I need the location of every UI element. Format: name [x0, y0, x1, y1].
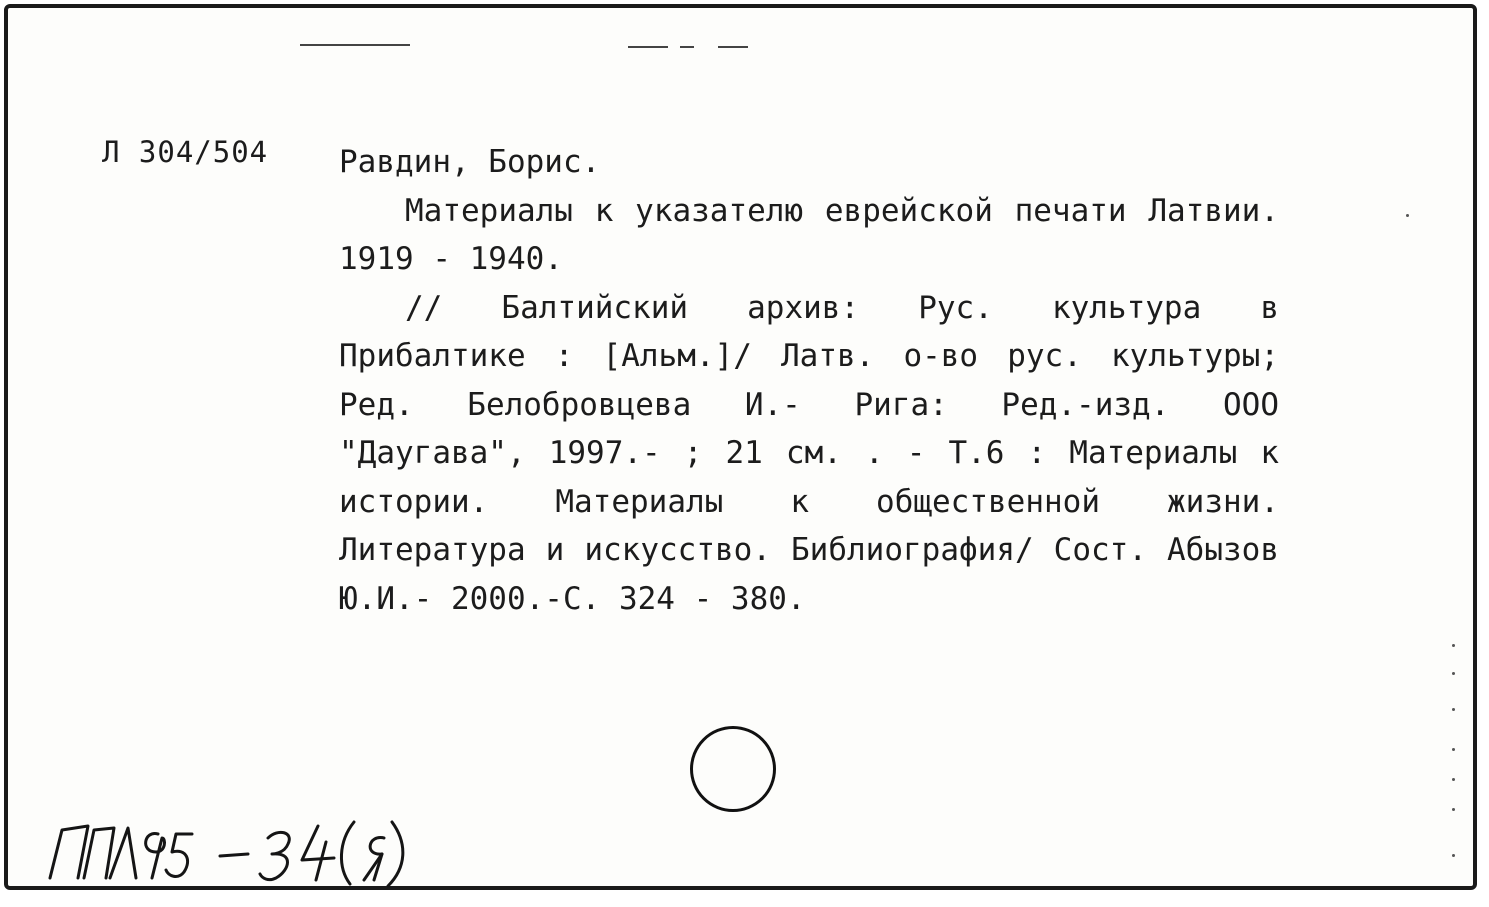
author-heading: Равдин, Борис. — [339, 144, 601, 180]
scan-artifact-dot — [1452, 644, 1455, 647]
catalog-card — [4, 4, 1477, 890]
scan-artifact-dot — [1452, 778, 1455, 781]
punch-hole — [690, 726, 776, 812]
scan-artifact-line — [300, 44, 410, 46]
scan-artifact-dot — [1452, 672, 1455, 675]
shelfmark: Л 304/504 — [102, 135, 269, 169]
scan-artifact-dot — [1452, 748, 1455, 751]
source-paragraph: // Балтийский архив: Рус. культура в Прибалтике : [Альм.]/ Латв. о-во рус. культуры; Ред. Белобровцева И.- Рига: Ред.-изд. ООО "Даугава", 1997.- ; 21 см. . - Т.6 : Материалы к истории. Материалы к общественной жизни. Литература и искусство. Библиография/ Сост. Абызов Ю.И.- 2000.-С. 324 - 380. — [339, 289, 1279, 617]
scan-artifact-dot — [1452, 808, 1455, 811]
scan-artifact-dot — [1452, 854, 1455, 857]
scan-artifact-line — [628, 46, 668, 48]
title-paragraph: Материалы к указателю еврейской печати Латвии. 1919 - 1940. — [339, 192, 1279, 277]
catalog-entry — [339, 138, 1279, 623]
handwritten-note — [36, 808, 416, 888]
scan-artifact-dot — [1452, 708, 1455, 711]
scan-artifact-line — [718, 46, 748, 48]
scan-artifact-line — [680, 46, 694, 48]
scan-artifact-dot — [1406, 214, 1409, 217]
